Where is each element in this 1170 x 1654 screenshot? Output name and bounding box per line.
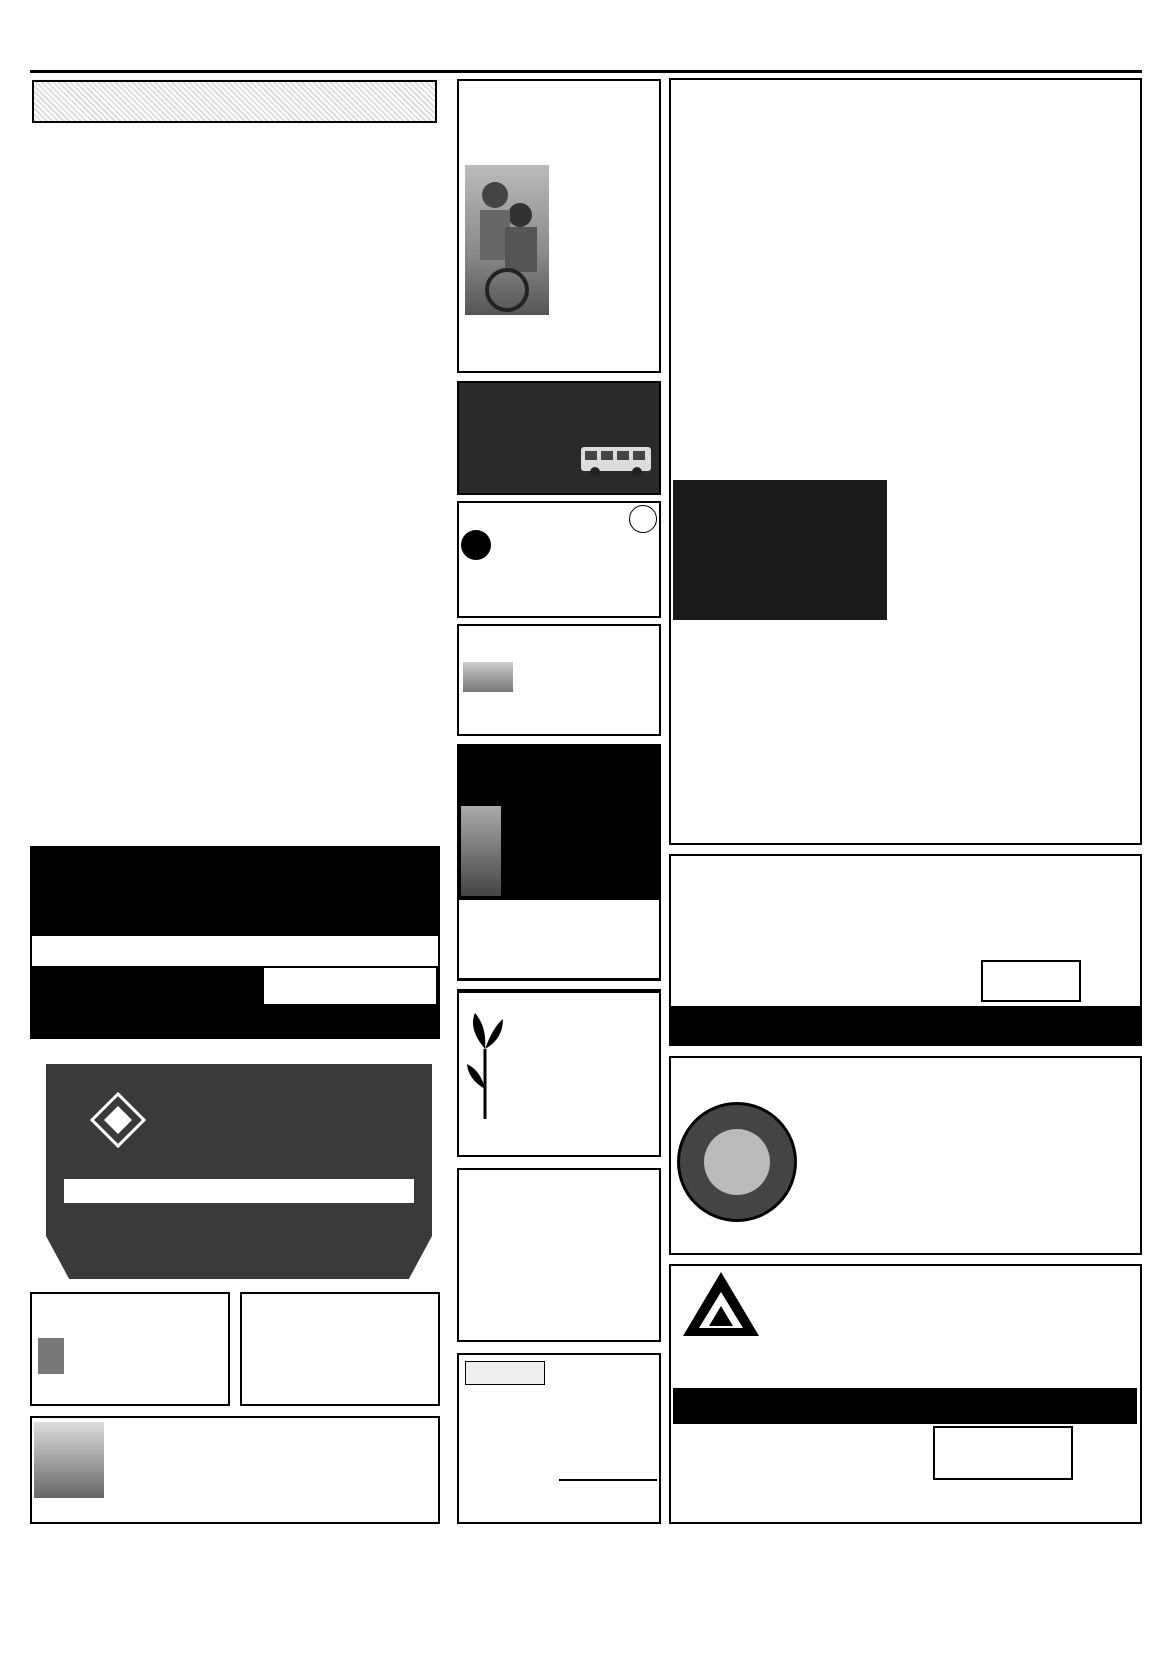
- article-mchs: [669, 78, 1142, 845]
- classifieds-title-box: [32, 80, 437, 123]
- bus-line-1: [459, 383, 659, 386]
- ad-pahavanne: [457, 1353, 661, 1524]
- ad-ritual-goods-stolbtsy: [457, 989, 661, 1157]
- header-rule: [30, 70, 1142, 73]
- classifieds-column-1: [30, 146, 229, 836]
- bus-icon: [577, 439, 657, 479]
- kamenny-dvor-logo-icon: [681, 1270, 761, 1340]
- ad-graves-landscaping: [457, 624, 661, 736]
- photo-112: [673, 480, 887, 620]
- ad-sirius: [30, 1416, 440, 1524]
- ad-funeral-skorb: [669, 854, 1142, 1046]
- skorbim-landscaping: [264, 968, 436, 1004]
- angel-image: [34, 1422, 104, 1498]
- landscaping-title: [459, 626, 659, 628]
- pamyat-logo: [677, 1102, 797, 1222]
- skorb-hall-box: [981, 960, 1081, 1002]
- ad-monuments-2: [457, 744, 661, 981]
- pahavanne-hours: [559, 1479, 657, 1481]
- ad-funeral-200: [457, 1168, 661, 1342]
- lily-flower-icon: [463, 1009, 509, 1121]
- ad-kamenny-dvor: [669, 1264, 1142, 1524]
- monuments-2-contacts: [459, 900, 659, 978]
- ad-monuments-1: [457, 501, 661, 618]
- pomniki-title: [242, 1294, 438, 1298]
- monuments-1-badge: [461, 530, 491, 560]
- monuments-1-price: [629, 505, 657, 533]
- zhyvets-logo: [465, 1361, 545, 1385]
- gran-logo-icon: [90, 1092, 146, 1148]
- landscaping-photo: [463, 662, 513, 692]
- angel-statue-image: [461, 806, 501, 896]
- classifieds-column-2: [240, 128, 438, 836]
- gran-promo-text: [70, 1187, 84, 1199]
- ad-funeral-skorbim: [30, 846, 440, 1039]
- ad-gran-ritual: [46, 1064, 432, 1279]
- skorb-phones: [671, 1006, 1140, 1044]
- ad-pomniki-uzda: [240, 1292, 440, 1406]
- ritual-goods-top: [459, 991, 659, 993]
- classifieds-title: [34, 82, 435, 121]
- monument-image: [38, 1338, 64, 1374]
- saviour-icon: [704, 1129, 770, 1195]
- caregiver-photo: [465, 165, 549, 315]
- ad-bus-schedule: [457, 381, 661, 495]
- ad-monuments-installment: [30, 1292, 230, 1406]
- skorbim-site: [32, 936, 438, 966]
- kamenny-organization: [673, 1388, 1137, 1424]
- ad-caregiver-services: [457, 79, 661, 373]
- gran-promo-bar: [64, 1179, 414, 1203]
- ad-funeral-pamyat: [669, 1056, 1142, 1255]
- kamenny-monuments-box: [933, 1426, 1073, 1480]
